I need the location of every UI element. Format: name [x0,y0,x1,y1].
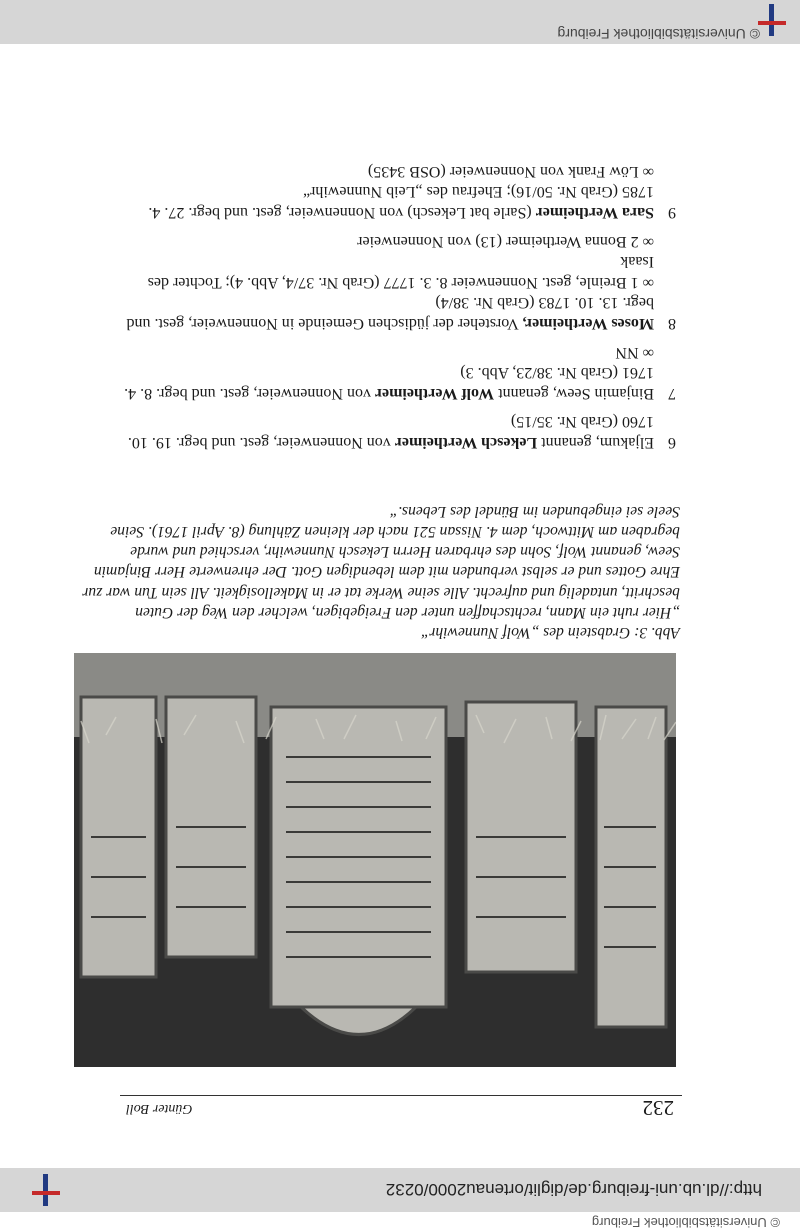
page-number: 232 [642,1096,674,1120]
entry-number: 8 [668,315,676,333]
entry-text [120,292,654,333]
genealogy-entry [120,160,680,222]
running-author: Günter Boll [126,1101,193,1116]
genealogy-entry [120,411,680,452]
caption-title: Abb. 3: Grabstein des „Wolf Nunnewihr“ [420,624,680,641]
entry-post: (Sarle bat Lekesch) von Nonnenweier, gest. und begr. 27. 4. 1785 (Grab Nr. 50/16); Ehefrau des „Leib Nunnewihr“ [148,183,654,222]
entry-text [120,362,654,403]
figure-caption [82,501,680,642]
entry-name: Lekesch Wertheimer [394,434,538,451]
entry-number: 7 [668,384,676,402]
genealogy-entry [120,230,680,333]
entry-number: 9 [668,204,676,222]
entry-pre: Eljakum, genannt [537,434,654,451]
top-library-strip [0,1168,800,1230]
entry-text [120,411,654,452]
entry-marriage: ∞ 2 Bonna Wertheimer (13) von Nonnenweier [357,232,654,250]
gravestone-photo [74,653,676,1067]
entry-marriage: ∞ NN [615,343,654,361]
entry-post: von Nonnenweier, gest. und begr. 19. 10. 1760 (Grab Nr. 35/15) [127,413,654,451]
gravestone-photo-image [74,653,676,1067]
page-url[interactable]: http://dl.ub.uni-freiburg.de/diglit/ortenau2000/0232 [385,1180,762,1199]
entry-number: 6 [668,434,676,451]
genealogy-entries [120,152,680,452]
entry-post: Vorsteher der jüdischen Gemeinde in Nonnenweier, gest. und begr. 13. 10. 1783 (Grab Nr. 38/4) [126,294,654,333]
entry-marriage: ∞ Löw Frank von Nonnenweier (OSB 3435) [367,162,654,180]
entry-post: von Nonnenweier, gest. und begr. 8. 4. 1761 (Grab Nr. 38/23, Abb. 3) [124,364,654,402]
viewer-bottom-bar [0,0,800,44]
genealogy-entry [120,341,680,403]
library-copyright-bottom: © Universitätsbibliothek Freiburg [557,26,760,42]
entry-name: Wolf Wertheimer [374,384,495,402]
entry-text [120,181,654,222]
entry-marriage: ∞ 1 Breinle, gest. Nonnenweier 8. 3. 1777 (Grab Nr. 37/4, Abb. 4); Tochter des Isaak [147,253,654,291]
caption-inscription: „Hier ruht ein Mann, rechtschaffen unter den Freigebigen, welcher den Weg der Guten beschritt, untadelig und aufrecht. Alle seine Werke tat er in Makellosigkeit. All sein Tun war zur Ehre Gottes und er selbst verbunden mit dem lebendigen Gott. Der ehrenwerte Herr Binjamin Seew, genannt Wolf, Sohn des ehrbaren Herrn Lekesch Nunnewihr, verschied und wurde begraben am Mittwoch, dem 4. Nissan 521 nach der kleinen Zählung (8. April 1761). Seine Seele sei eingebunden im Bündel des Lebens.“ [82,502,680,621]
library-logo-bottom-icon [752,0,792,40]
entry-name: Moses Wertheimer, [522,315,654,333]
entry-pre: Binjamin Seew, genannt [494,384,654,402]
entry-name: Sara Wertheimer [535,204,654,222]
running-head [120,1095,682,1120]
library-copyright-top: © Universitätsbibliothek Freiburg [591,1215,780,1230]
